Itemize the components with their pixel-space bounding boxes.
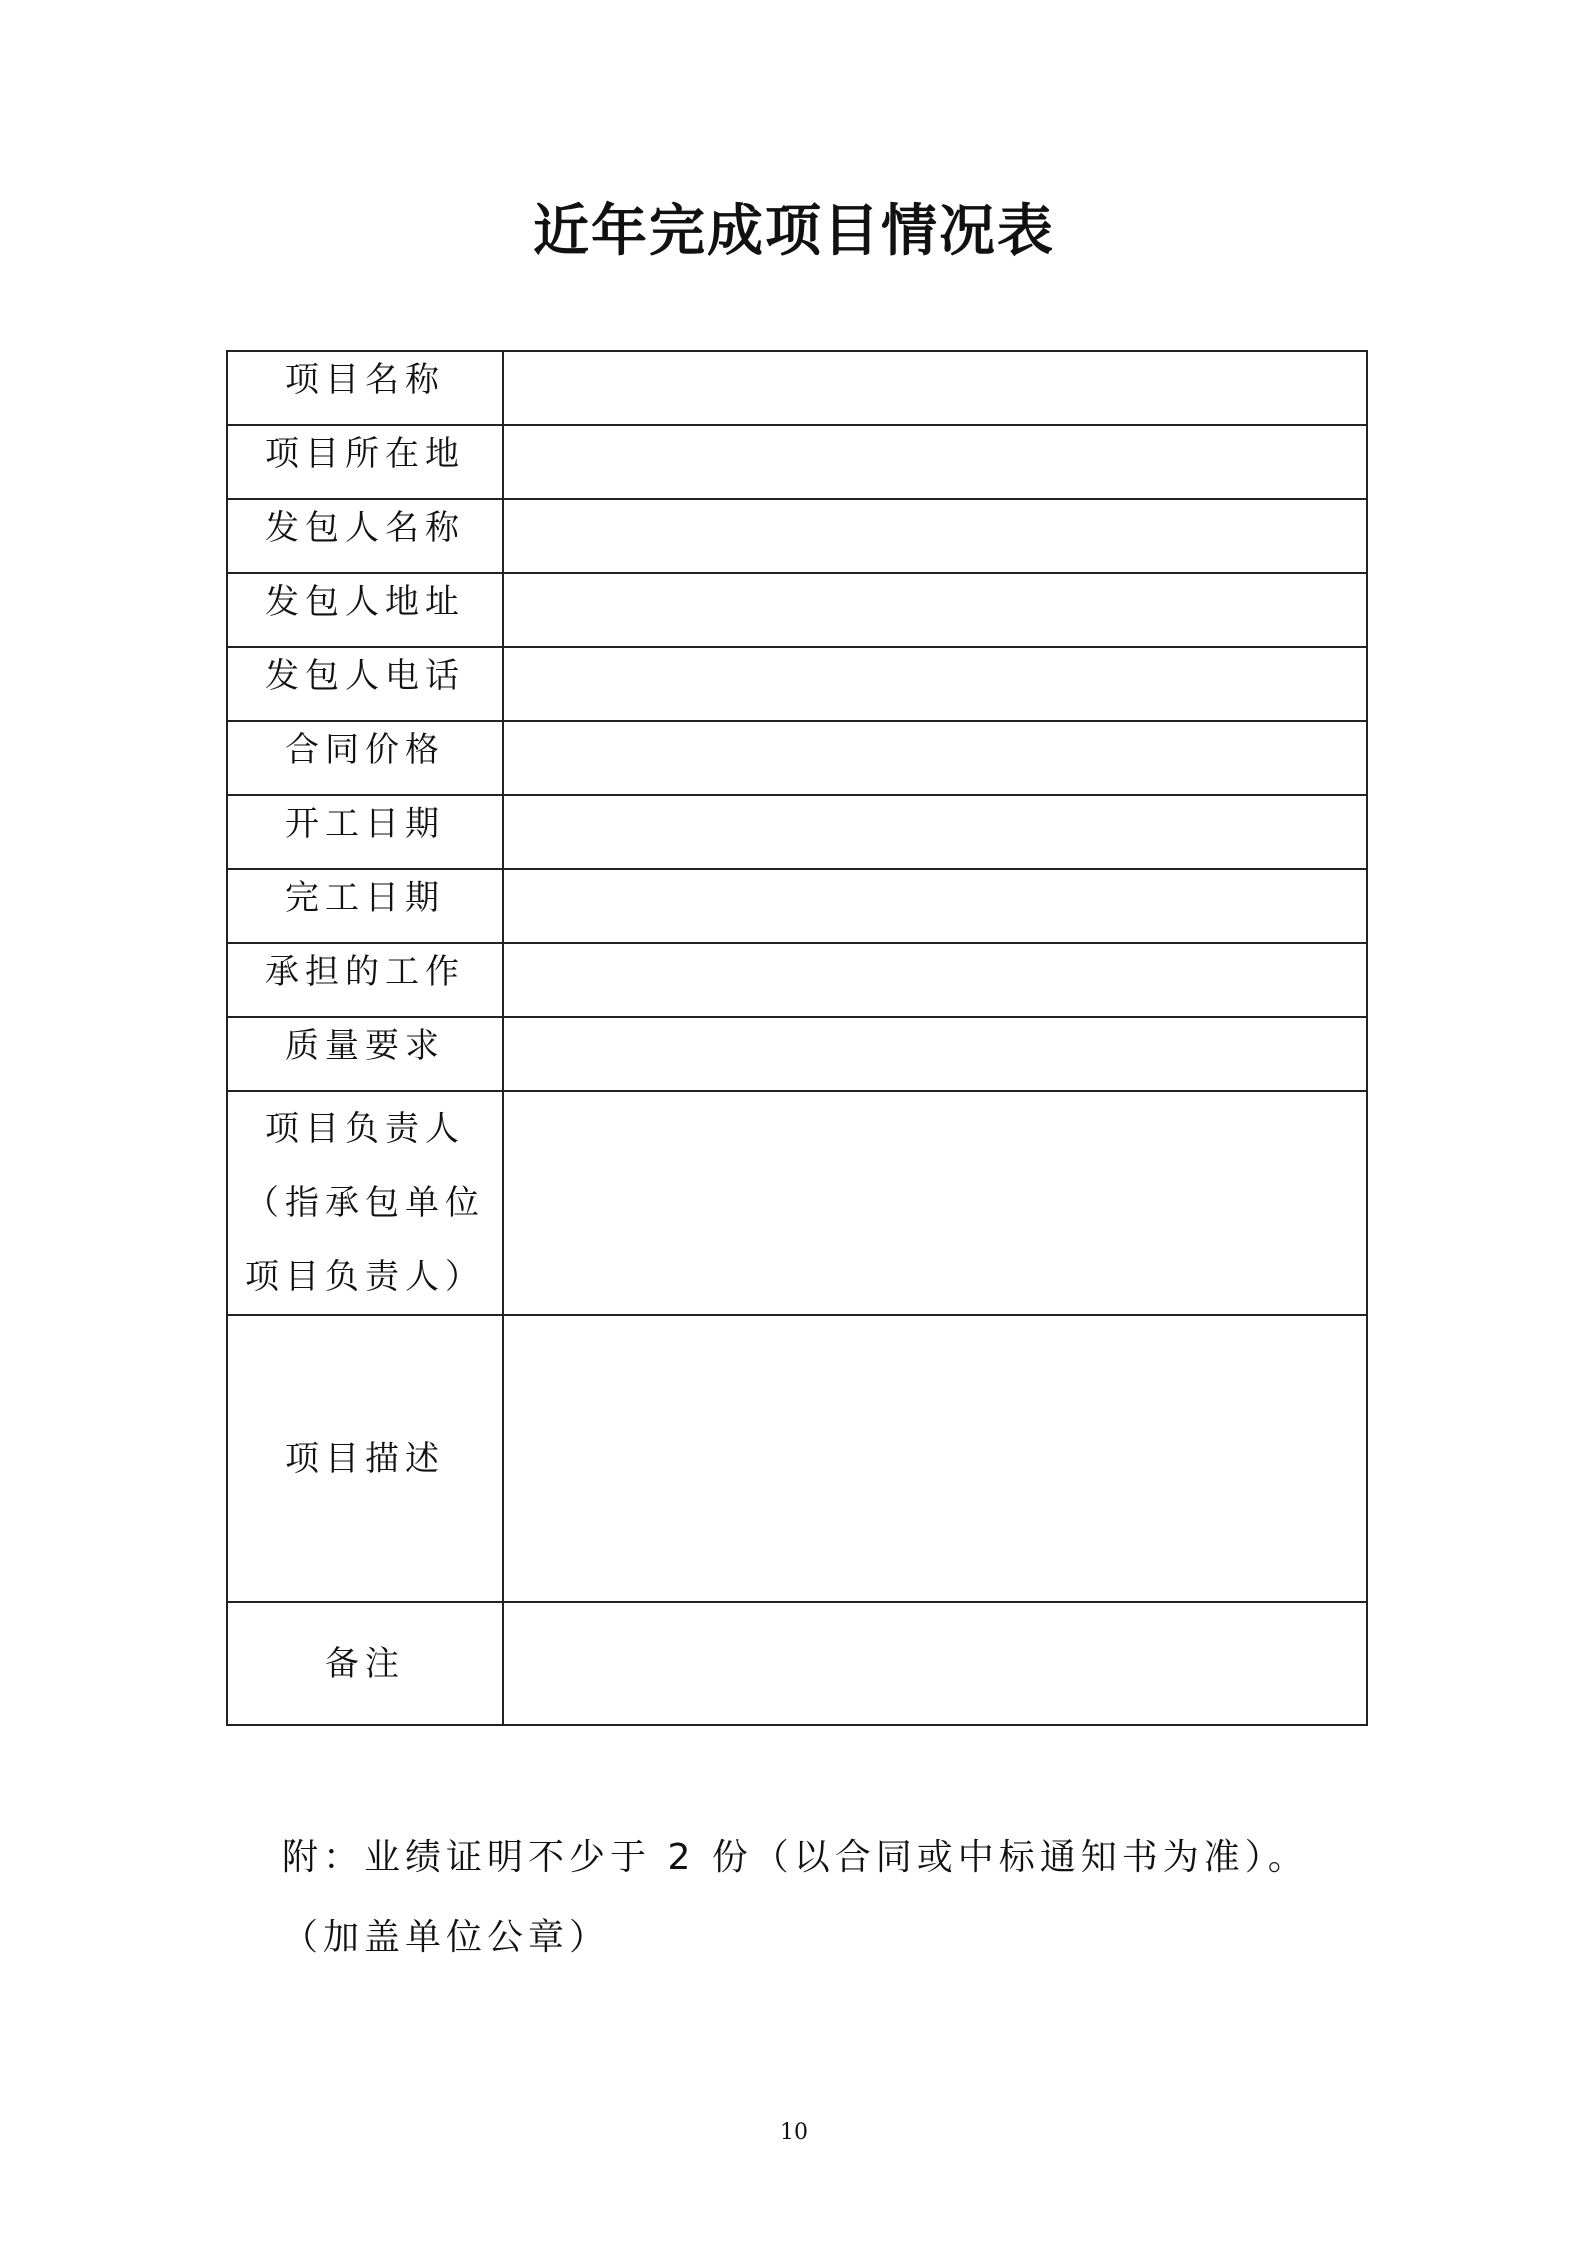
manager-label-line-1: 项目负责人 bbox=[265, 1109, 465, 1149]
row-label-client-address: 发包人地址 bbox=[227, 573, 503, 647]
page-number: 10 bbox=[780, 2120, 808, 2145]
row-label-client-name: 发包人名称 bbox=[227, 499, 503, 573]
row-label-completion-date: 完工日期 bbox=[227, 869, 503, 943]
row-label-project-manager bbox=[227, 1091, 503, 1315]
work-undertaken-field[interactable] bbox=[503, 943, 1367, 1017]
table-row bbox=[227, 351, 1367, 425]
table-row bbox=[227, 1091, 1367, 1315]
project-manager-field[interactable] bbox=[503, 1091, 1367, 1315]
client-phone-field[interactable] bbox=[503, 647, 1367, 721]
table-row bbox=[227, 869, 1367, 943]
table-row bbox=[227, 1602, 1367, 1725]
footnote-line-1: 附：业绩证明不少于 2 份（以合同或中标通知书为准）。 bbox=[282, 1837, 1309, 1878]
table-row bbox=[227, 721, 1367, 795]
footnote-line-2: （加盖单位公章） bbox=[282, 1917, 611, 1958]
row-label-quality-requirements: 质量要求 bbox=[227, 1017, 503, 1091]
remarks-field[interactable] bbox=[503, 1602, 1367, 1725]
row-label-contract-price: 合同价格 bbox=[227, 721, 503, 795]
row-label-project-location: 项目所在地 bbox=[227, 425, 503, 499]
quality-requirements-field[interactable] bbox=[503, 1017, 1367, 1091]
row-label-work-undertaken: 承担的工作 bbox=[227, 943, 503, 1017]
client-name-field[interactable] bbox=[503, 499, 1367, 573]
row-label-project-name: 项目名称 bbox=[227, 351, 503, 425]
row-label-start-date: 开工日期 bbox=[227, 795, 503, 869]
project-info-table bbox=[226, 350, 1368, 1726]
table-row bbox=[227, 425, 1367, 499]
table-row bbox=[227, 943, 1367, 1017]
table-row bbox=[227, 795, 1367, 869]
table-row bbox=[227, 1315, 1367, 1602]
manager-label-line-2: （指承包单位 bbox=[245, 1183, 485, 1223]
project-location-field[interactable] bbox=[503, 425, 1367, 499]
row-label-remarks: 备注 bbox=[227, 1602, 503, 1725]
footnote bbox=[282, 1818, 1402, 1978]
row-label-client-phone: 发包人电话 bbox=[227, 647, 503, 721]
row-label-project-description: 项目描述 bbox=[227, 1315, 503, 1602]
table-row bbox=[227, 647, 1367, 721]
contract-price-field[interactable] bbox=[503, 721, 1367, 795]
table-row bbox=[227, 499, 1367, 573]
table-row bbox=[227, 573, 1367, 647]
client-address-field[interactable] bbox=[503, 573, 1367, 647]
table-row bbox=[227, 1017, 1367, 1091]
start-date-field[interactable] bbox=[503, 795, 1367, 869]
manager-label-line-3: 项目负责人） bbox=[245, 1257, 485, 1297]
project-description-field[interactable] bbox=[503, 1315, 1367, 1602]
completion-date-field[interactable] bbox=[503, 869, 1367, 943]
project-name-field[interactable] bbox=[503, 351, 1367, 425]
page-title: 近年完成项目情况表 bbox=[533, 199, 1055, 264]
